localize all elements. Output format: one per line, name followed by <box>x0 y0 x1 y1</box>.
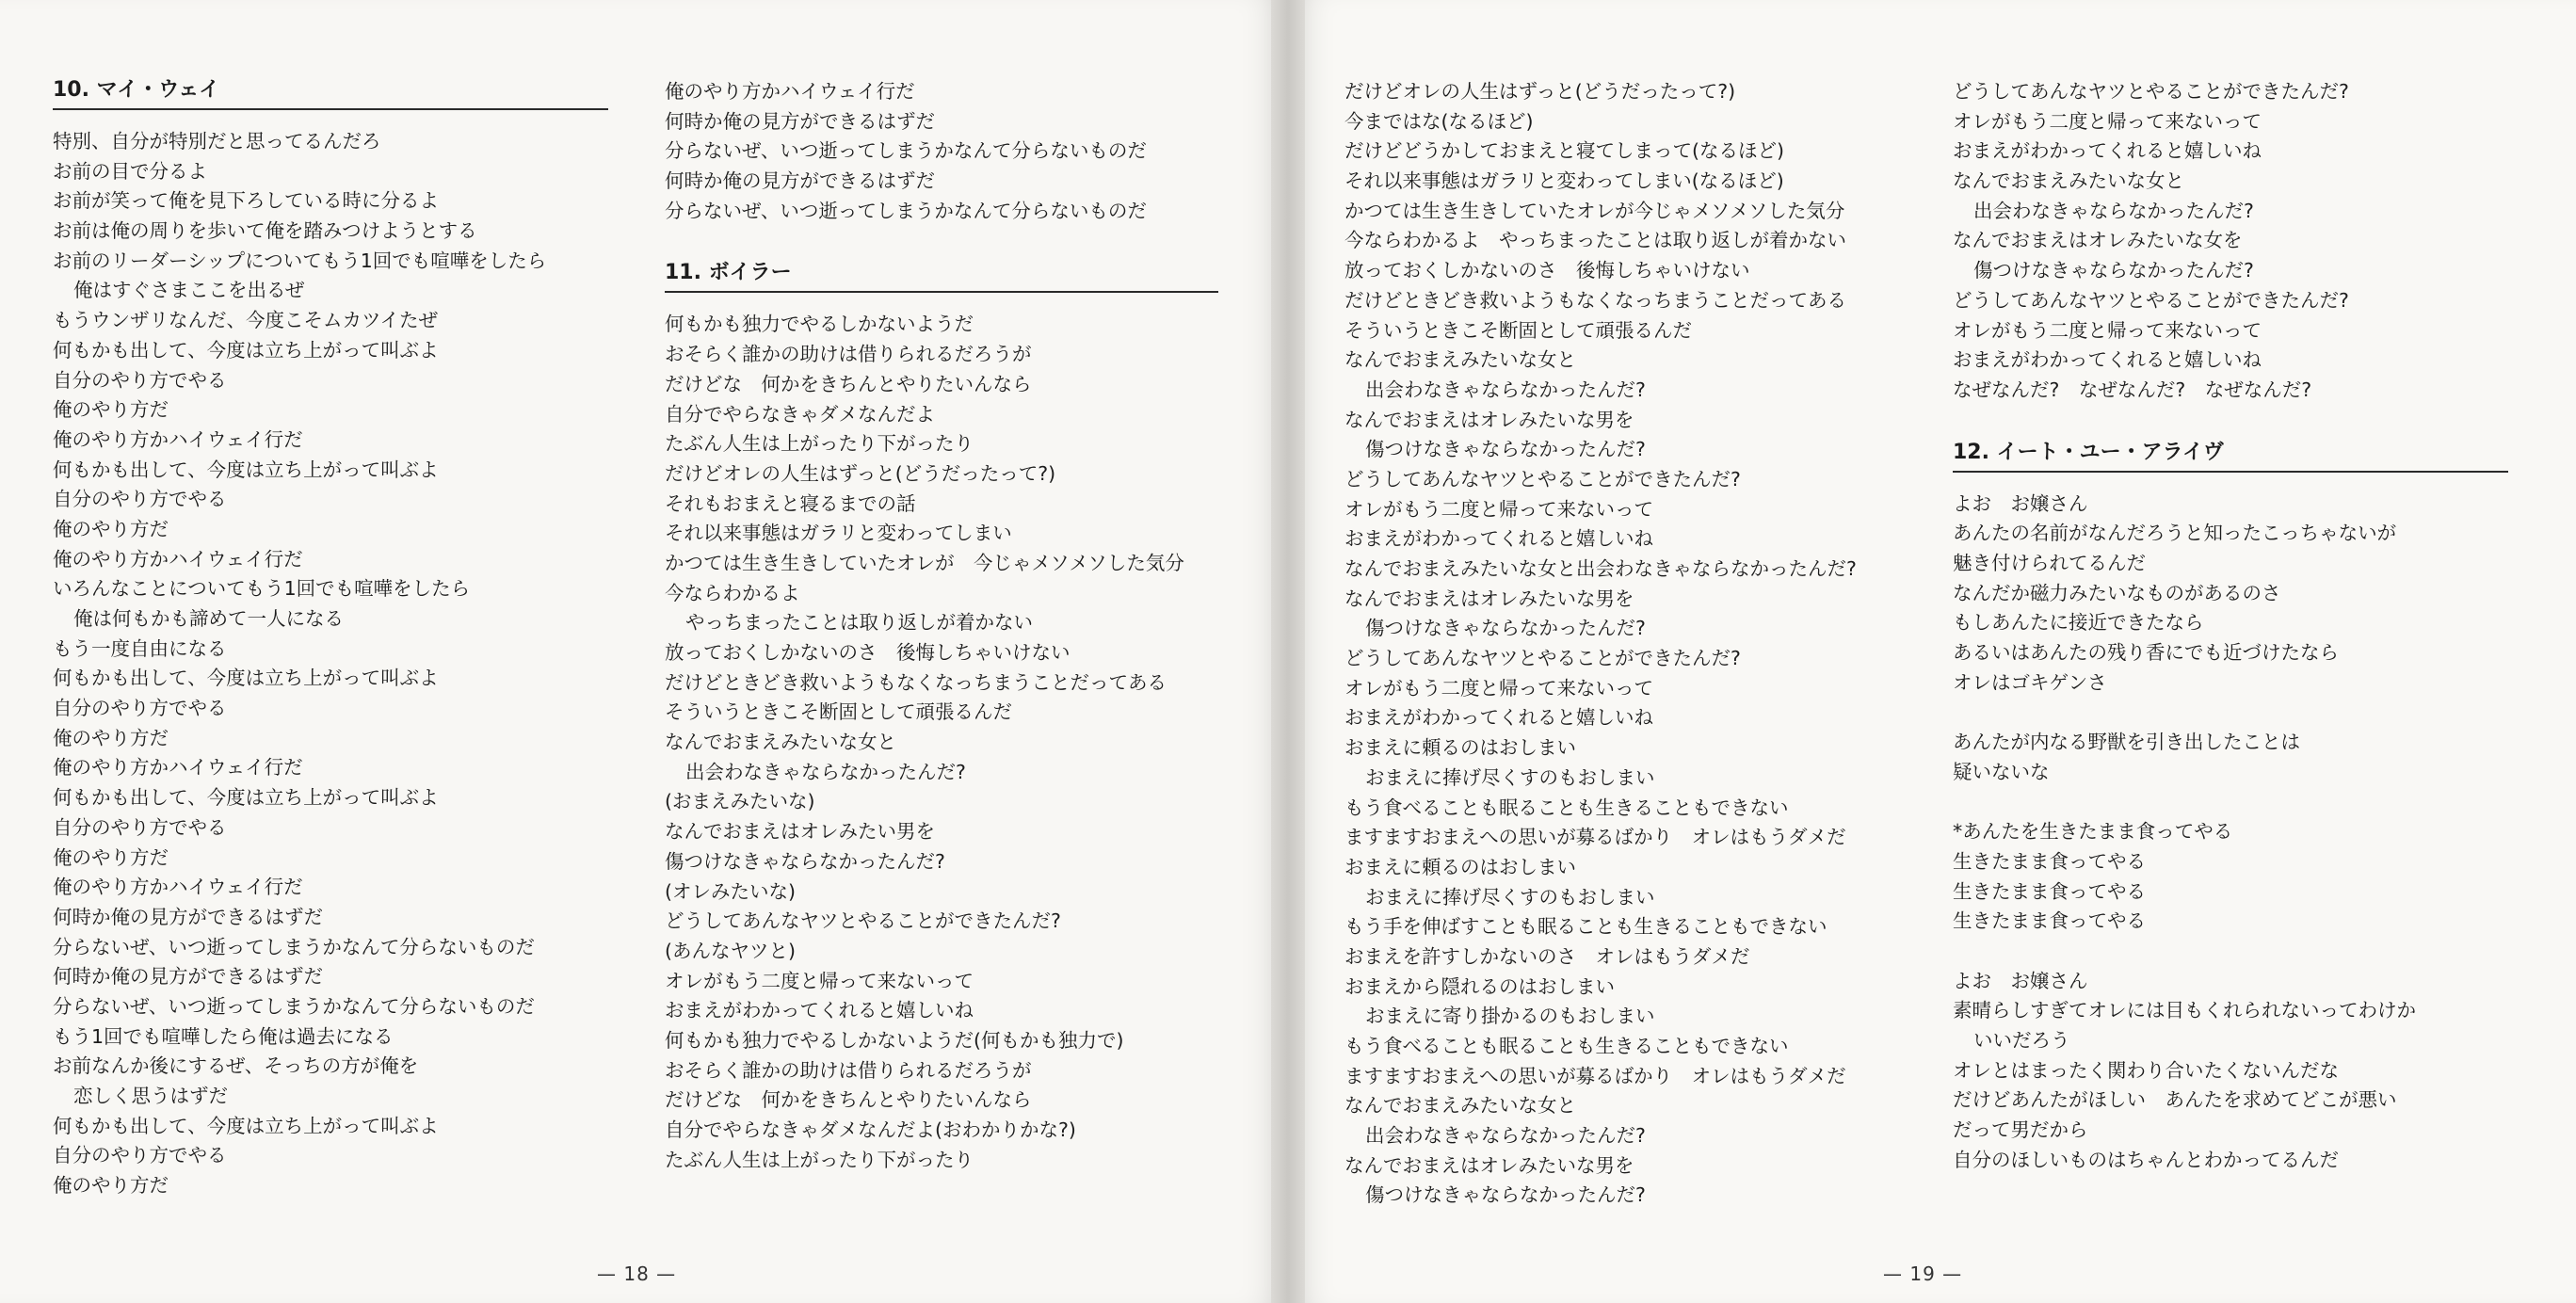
lyric-line: やっちまったことは取り返しが着かない <box>685 611 1033 635</box>
lyric-line: だけどオレの人生はずっと(どうだったって?) <box>665 461 1056 485</box>
lyric-line: 出会わなきゃならなかったんだ? <box>1973 199 2254 222</box>
lyric-line: お前の目で分るよ <box>53 159 207 183</box>
lyric-line: もう食べることも眠ることも生きることもできない <box>1344 1035 1789 1057</box>
lyric-line: オレとはまったく関わり合いたくないんだな <box>1953 1058 2339 1082</box>
lyric-line: だけどあんたがほしい あんたを求めてどこが悪い <box>1953 1088 2397 1112</box>
song-title: 12. イート・ユー・アライヴ <box>1953 440 2508 473</box>
lyric-line: よお お嬢さん <box>1953 491 2088 515</box>
lyric-line: だけどときどき救いようもなくなっちまうことだってある <box>665 670 1167 694</box>
lyrics-section <box>1344 77 1900 1211</box>
lyric-line: おまえがわかってくれると嬉しいね <box>1344 527 1653 551</box>
lyric-line: 出会わなきゃならなかったんだ? <box>685 760 966 783</box>
lyrics-lines <box>1344 77 1900 1211</box>
lyric-line: かつては生き生きしていたオレが今じゃメソメソした気分 <box>1344 199 1845 222</box>
lyric-line: 俺はすぐさまここを出るぜ <box>73 279 305 302</box>
lyric-line: なんでおまえみたいな女と出会わなきゃならなかったんだ? <box>1344 557 1857 580</box>
lyric-line: だけどな 何かをきちんとやりたいんなら <box>665 372 1032 395</box>
lyric-line: 自分のほしいものはちゃんとわかってるんだ <box>1953 1148 2339 1171</box>
lyric-line: あんたの名前がなんだろうと知ったこっちゃないが <box>1953 522 2397 545</box>
lyric-line: それ以来事態はガラリと変わってしまい <box>665 522 1012 545</box>
lyric-line: おまえを許すしかないのさ オレはもうダメだ <box>1344 944 1750 968</box>
lyric-line: おそらく誰かの助けは借りられるだろうが <box>665 1058 1032 1082</box>
lyric-line <box>1953 787 2508 817</box>
lyric-line: 生きたまま食ってやる <box>1953 909 2146 933</box>
lyrics-section <box>1953 440 2508 1176</box>
lyric-line <box>1953 937 2508 967</box>
lyric-line: おまえに頼るのはおしまい <box>1344 855 1576 878</box>
lyric-line: 何もかも出して、今度は立ち上がって叫ぶよ <box>53 786 439 810</box>
lyric-line: 傷つけなきゃならなかったんだ? <box>1365 617 1646 640</box>
lyric-line: 傷つけなきゃならなかったんだ? <box>1365 438 1646 461</box>
lyric-line: 俺のやり方だ <box>53 726 169 749</box>
lyric-line: 何もかも独力でやるしかないようだ(何もかも独力で) <box>665 1028 1124 1052</box>
lyric-line: 生きたまま食ってやる <box>1953 849 2146 873</box>
page-number-left: — 18 — <box>597 1263 677 1285</box>
lyric-line: おまえに寄り掛かるのもおしまい <box>1365 1005 1655 1028</box>
lyric-line: 出会わなきゃならなかったんだ? <box>1365 1124 1646 1148</box>
lyric-line: そういうときこそ断固として頑張るんだ <box>665 700 1012 724</box>
lyric-line: もう食べることも眠ることも生きることもできない <box>1344 796 1789 819</box>
lyric-line: 今ならわかるよ やっちまったことは取り返しが着かない <box>1344 229 1846 252</box>
lyric-line: お前のリーダーシップについてもう1回でも喧嘩をしたら <box>53 249 547 272</box>
lyric-line: もう1回でも喧嘩したら俺は過去になる <box>53 1024 394 1048</box>
lyric-line: オレはゴキゲンさ <box>1953 670 2107 694</box>
lyric-line: 自分でやらなきゃダメなんだよ <box>665 402 935 426</box>
lyric-line: (オレみたいな) <box>665 879 796 903</box>
lyric-line: なんだか磁力みたいなものがあるのさ <box>1953 581 2281 604</box>
lyric-line: いいだろう <box>1973 1028 2070 1052</box>
lyric-line: なんでおまえはオレみたいな男を <box>1344 1153 1634 1177</box>
lyric-line: 分らないぜ、いつ逝ってしまうかなんて分らないものだ <box>53 994 535 1018</box>
lyric-line: なんでおまえはオレみたいな女を <box>1953 229 2243 252</box>
lyric-line: 傷つけなきゃならなかったんだ? <box>1365 1183 1646 1207</box>
lyric-line: だけどどうかしておまえと寝てしまって(なるほど) <box>1344 139 1784 163</box>
lyric-line: 何もかも独力でやるしかないようだ <box>665 313 974 336</box>
lyric-line: あるいはあんたの残り香にでも近づけたなら <box>1953 641 2339 664</box>
lyric-line: 俺のやり方かハイウェイ行だ <box>53 547 303 571</box>
lyrics-section <box>665 260 1218 1175</box>
lyric-line: たぶん人生は上がったり下がったり <box>665 1148 974 1171</box>
lyric-line: 何もかも出して、今度は立ち上がって叫ぶよ <box>53 667 439 690</box>
lyric-line: 俺のやり方かハイウェイ行だ <box>53 756 303 780</box>
lyrics-lines <box>665 77 1218 226</box>
lyric-line: *あんたを生きたまま食ってやる <box>1953 820 2233 844</box>
lyric-line: もしあんたに接近できたなら <box>1953 611 2204 635</box>
lyric-line: どうしてあんなヤツとやることができたんだ? <box>1344 467 1741 491</box>
lyric-line: だけどな 何かをきちんとやりたいんなら <box>665 1088 1032 1112</box>
lyric-line: 俺のやり方かハイウェイ行だ <box>53 876 303 899</box>
lyric-line: オレがもう二度と帰って来ないって <box>1344 676 1653 700</box>
lyric-line: 生きたまま食ってやる <box>1953 879 2146 903</box>
lyric-line: かつては生き生きしていたオレが 今じゃメソメソした気分 <box>665 551 1184 574</box>
lyric-line: 自分でやらなきゃダメなんだよ(おわかりかな?) <box>665 1118 1076 1141</box>
page-number-right: — 19 — <box>1883 1263 1963 1285</box>
lyric-line: おまえに捧げ尽くすのもおしまい <box>1365 765 1655 789</box>
lyric-line: 魅き付けられてるんだ <box>1953 551 2146 574</box>
lyric-line: どうしてあんなヤツとやることができたんだ? <box>1953 288 2349 312</box>
lyric-line: なんでおまえはオレみたいな男を <box>1344 587 1634 610</box>
lyric-line: 今まではな(なるほど) <box>1344 109 1534 133</box>
lyric-line: 分らないぜ、いつ逝ってしまうかなんて分らないものだ <box>665 139 1147 163</box>
right-column-1 <box>1344 77 1900 1211</box>
right-page <box>1296 0 2576 1303</box>
lyric-line: 傷つけなきゃならなかったんだ? <box>665 849 945 873</box>
lyric-line: 分らないぜ、いつ逝ってしまうかなんて分らないものだ <box>53 935 535 958</box>
lyric-line: 何時か俺の見方ができるはずだ <box>53 965 323 989</box>
lyric-line: 恋しく思うはずだ <box>73 1085 228 1107</box>
lyric-line: 放っておくしかないのさ 後悔しちゃいけない <box>1344 259 1750 282</box>
lyric-line: 素晴らしすぎてオレには目もくれられないってわけか <box>1953 999 2416 1022</box>
lyric-line: おまえがわかってくれると嬉しいね <box>1953 139 2262 163</box>
lyric-line: ますますおまえへの思いが募るばかり オレはもうダメだ <box>1344 826 1846 849</box>
lyrics-section <box>53 77 608 1201</box>
lyric-line: 何時か俺の見方ができるはずだ <box>53 905 323 928</box>
lyric-line: そういうときこそ断固として頑張るんだ <box>1344 318 1692 342</box>
lyric-line: あんたが内なる野獣を引き出したことは <box>1953 731 2300 754</box>
lyric-line: おまえがわかってくれると嬉しいね <box>665 999 974 1022</box>
left-column-1 <box>53 77 608 1201</box>
lyric-line: 俺のやり方だ <box>53 398 169 422</box>
right-column-2 <box>1953 77 2508 1175</box>
lyric-line: なんでおまえみたいな女と <box>665 731 896 754</box>
lyric-line: 特別、自分が特別だと思ってるんだろ <box>53 130 381 153</box>
left-column-2 <box>665 77 1218 1175</box>
song-title: 11. ボイラー <box>665 260 1218 293</box>
lyric-line: おそらく誰かの助けは借りられるだろうが <box>665 343 1032 366</box>
lyric-line: (あんなヤツと) <box>665 939 796 962</box>
lyric-line: 俺のやり方かハイウェイ行だ <box>53 427 303 451</box>
lyric-line: もうウンザリなんだ、今度こそムカツイたぜ <box>53 309 438 332</box>
lyric-line: もう手を伸ばすことも眠ることも生きることもできない <box>1344 915 1827 939</box>
lyric-line: 何時か俺の見方ができるはずだ <box>665 169 935 193</box>
lyric-line: 自分のやり方でやる <box>53 368 227 392</box>
lyric-line: たぶん人生は上がったり下がったり <box>665 432 974 456</box>
lyric-line: お前は俺の周りを歩いて俺を踏みつけようとする <box>53 219 477 243</box>
left-page <box>0 0 1280 1303</box>
lyric-line: 分らないぜ、いつ逝ってしまうかなんて分らないものだ <box>665 199 1147 222</box>
lyric-line: おまえがわかってくれると嬉しいね <box>1344 706 1653 730</box>
lyric-line: だって男だから <box>1953 1118 2088 1141</box>
song-title: 10. マイ・ウェイ <box>53 77 608 110</box>
book-gutter <box>1271 0 1305 1303</box>
lyrics-lines <box>1953 77 2508 406</box>
lyric-line: 俺は何もかも諦めて一人になる <box>73 607 344 630</box>
lyric-line: おまえに頼るのはおしまい <box>1344 736 1576 760</box>
lyric-line: おまえから隠れるのはおしまい <box>1344 974 1615 998</box>
lyric-line: 何もかも出して、今度は立ち上がって叫ぶよ <box>53 338 439 362</box>
lyric-line: 出会わなきゃならなかったんだ? <box>1365 378 1646 401</box>
lyric-line: いろんなことについてもう1回でも喧嘩をしたら <box>53 577 471 601</box>
lyrics-lines <box>665 310 1218 1175</box>
lyric-line: 放っておくしかないのさ 後悔しちゃいけない <box>665 641 1071 664</box>
lyric-line: なんでおまえはオレみたいな男を <box>1344 408 1634 431</box>
lyric-line: 自分のやり方でやる <box>53 488 227 511</box>
lyrics-section <box>1953 77 2508 406</box>
lyric-line: 俺のやり方だ <box>53 845 169 869</box>
lyric-line: もう一度自由になる <box>53 636 227 660</box>
lyric-line: なんでおまえみたいな女と <box>1344 1094 1576 1118</box>
lyric-line: オレがもう二度と帰って来ないって <box>1344 497 1653 521</box>
lyric-line: お前が笑って俺を見下ろしている時に分るよ <box>53 189 439 213</box>
lyric-line: どうしてあんなヤツとやることができたんだ? <box>665 909 1061 933</box>
lyric-line: おまえに捧げ尽くすのもおしまい <box>1365 885 1655 909</box>
lyric-line: オレがもう二度と帰って来ないって <box>665 969 974 992</box>
lyric-line: 何もかも出して、今度は立ち上がって叫ぶよ <box>53 1114 439 1137</box>
lyric-line: だけどオレの人生はずっと(どうだったって?) <box>1344 80 1736 103</box>
lyric-line: (おまえみたいな) <box>665 790 815 813</box>
lyric-line: オレがもう二度と帰って来ないって <box>1953 318 2262 342</box>
lyric-line: 何もかも出して、今度は立ち上がって叫ぶよ <box>53 458 439 481</box>
lyric-line: 俺のやり方だ <box>53 1174 169 1198</box>
lyric-line <box>1953 698 2508 728</box>
lyric-line: 疑いないな <box>1953 760 2050 783</box>
lyric-line: なんでおまえはオレみたい男を <box>665 820 935 844</box>
lyric-line: 何時か俺の見方ができるはずだ <box>665 109 935 133</box>
lyric-line: だけどときどき救いようもなくなっちまうことだってある <box>1344 288 1846 312</box>
lyric-line: なぜなんだ? なぜなんだ? なぜなんだ? <box>1953 378 2312 401</box>
lyric-line: なんでおまえみたいな女と <box>1344 348 1576 372</box>
lyric-line: どうしてあんなヤツとやることができたんだ? <box>1953 80 2349 103</box>
lyric-line: それもおまえと寝るまでの話 <box>665 491 916 515</box>
lyrics-section <box>665 77 1218 226</box>
lyric-line: 俺のやり方だ <box>53 517 169 540</box>
lyric-line: 今ならわかるよ <box>665 581 800 604</box>
lyric-line: それ以来事態はガラリと変わってしまい(なるほど) <box>1344 169 1784 193</box>
lyric-line: 俺のやり方かハイウェイ行だ <box>665 80 915 103</box>
lyric-line: 傷つけなきゃならなかったんだ? <box>1973 259 2254 282</box>
lyric-line: オレがもう二度と帰って来ないって <box>1953 109 2262 133</box>
lyric-line: 自分のやり方でやる <box>53 815 227 839</box>
lyric-line: おまえがわかってくれると嬉しいね <box>1953 348 2262 372</box>
lyric-line: 自分のやり方でやる <box>53 1144 227 1167</box>
lyric-line: どうしてあんなヤツとやることができたんだ? <box>1344 647 1741 670</box>
lyric-line: ますますおまえへの思いが募るばかり オレはもうダメだ <box>1344 1064 1846 1087</box>
lyric-line: 自分のやり方でやる <box>53 697 227 720</box>
lyric-line: よお お嬢さん <box>1953 969 2088 992</box>
lyric-line: お前なんか後にするぜ、そっちの方が俺を <box>53 1054 419 1078</box>
lyric-line: なんでおまえみたいな女と <box>1953 169 2184 193</box>
lyrics-lines <box>1953 490 2508 1176</box>
lyrics-lines <box>53 127 608 1201</box>
